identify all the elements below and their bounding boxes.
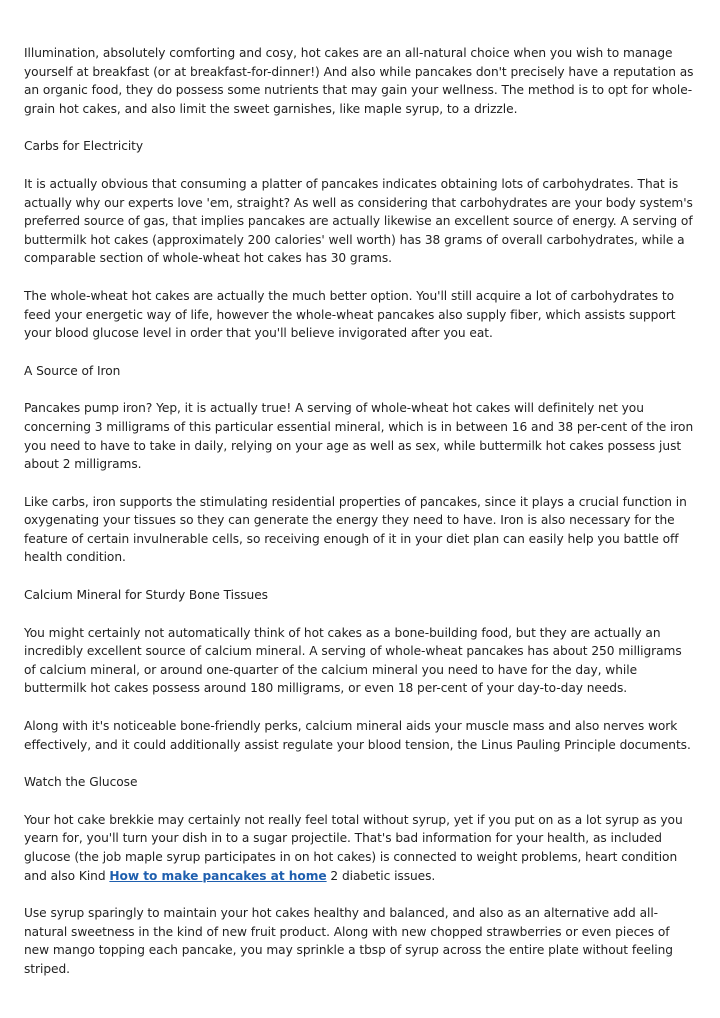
paragraph-iron: Pancakes pump iron? Yep, it is actually true! A serving of whole-wheat hot cakes will definitely net you concerning 3 milligrams of this particular essential mineral, which is in between 16 and 38 per-cent of the iron you need to have to take in daily, relying on your age as well as sex, while buttermilk hot cakes possess just about 2 milligrams.: [24, 401, 694, 472]
heading-calcium: Calcium Mineral for Sturdy Bone Tissues: [24, 588, 268, 603]
paragraph-iron-function: Like carbs, iron supports the stimulating residential properties of pancakes, since it plays a crucial function in oxygenating your tissues so they can generate the energy they need to have. Iron is also necessary for the feature of certain invulnerable cells, so receiving enough of it in your diet plan can easily help you battle off health condition.: [24, 494, 687, 565]
pancakes-link[interactable]: How to make pancakes at home: [109, 868, 327, 883]
paragraph-intro: Illumination, absolutely comforting and cosy, hot cakes are an all-natural choice when you wish to manage yourself at breakfast (or at breakfast-for-dinner!) And also while pancakes don't precisely have a reputation as an organic food, they do possess some nutrients that may gain your wellness. The method is to opt for whole-grain hot cakes, and also limit the sweet garnishes, like maple syrup, to a drizzle.: [24, 46, 694, 116]
paragraph-calcium-benefits: Along with it's noticeable bone-friendly perks, calcium mineral aids your muscle mass and also nerves work effectively, and it could additionally assist regulate your blood tension, the Linus Pauling Principle documents.: [24, 719, 691, 752]
heading-carbs-for-electricity: Carbs for Electricity: [24, 139, 144, 154]
paragraph-whole-wheat: The whole-wheat hot cakes are actually the much better option. You'll still acquire a lot of carbohydrates to feed your energetic way of life, however the whole-wheat pancakes also supply fiber, which assists support your blood glucose level in order that you'll believe invigorated after you eat.: [24, 288, 676, 341]
paragraph-carbs: It is actually obvious that consuming a platter of pancakes indicates obtaining lots of carbohydrates. That is actually why our experts love 'em, straight? As well as considering that carbohydrates are your body system's preferred source of gas, that implies pancakes are actually likewise an excellent source of energy. A serving of buttermilk hot cakes (approximately 200 calories' well worth) has 38 grams of overall carbohydrates, while a comparable section of whole-wheat hot cakes has 30 grams.: [24, 176, 693, 266]
paragraph-syrup-text-after: 2 diabetic issues.: [326, 868, 436, 883]
heading-source-of-iron: A Source of Iron: [24, 363, 121, 378]
paragraph-syrup-text-before: Your hot cake brekkie may certainly not really feel total without syrup, yet if you put on as a lot syrup as you yearn for, you'll turn your dish in to a sugar projectile. That's bad information for your health, as included glucose (the job maple syrup participates in on hot cakes) is connected to weight problems, heart condition and also Kind: [24, 812, 683, 883]
heading-watch-glucose: Watch the Glucose: [24, 775, 138, 790]
paragraph-syrup: [24, 811, 696, 885]
paragraph-calcium: You might certainly not automatically think of hot cakes as a bone-building food, but they are actually an incredibly excellent source of calcium mineral. A serving of whole-wheat pancakes has about 250 milligrams of calcium mineral, or around one-quarter of the calcium mineral you need to have for the day, while buttermilk hot cakes possess around 180 milligrams, or even 18 per-cent of your day-to-day needs.: [24, 625, 682, 696]
paragraph-syrup-sparingly: Use syrup sparingly to maintain your hot cakes healthy and balanced, and also as an alternative add all-natural sweetness in the kind of new fruit product. Along with new chopped strawberries or even pieces of new mango topping each pancake, you may sprinkle a tbsp of syrup across the entire plate without feeling striped.: [24, 906, 673, 976]
